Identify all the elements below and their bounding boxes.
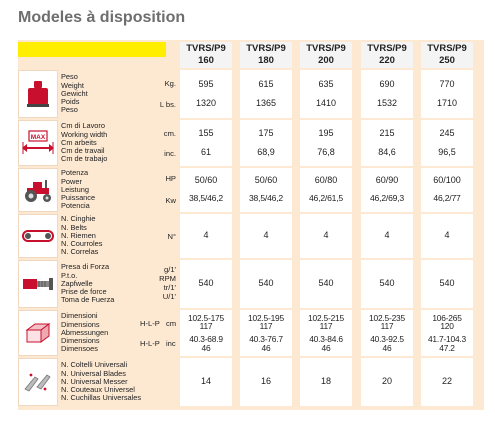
label-line: Abmessungen (61, 327, 109, 337)
model-header-250 (421, 42, 473, 68)
value-cell: 22 (421, 358, 473, 406)
model-header-180 (240, 42, 292, 68)
model-name: TVRS/P9 250 (427, 43, 467, 66)
value-cell: 16 (240, 358, 292, 406)
label-line: N. Courroles (61, 239, 103, 249)
unit-label: RPM (159, 274, 176, 283)
row-weight (18, 70, 484, 118)
max-width-icon (18, 120, 58, 166)
label-line: Toma de Fuerza (61, 295, 115, 305)
value-cell: 635 1410 (300, 70, 352, 118)
label-line: P.t.o. (61, 270, 78, 280)
unit-label: Kg. (164, 79, 176, 88)
value-cell: 245 96,5 (421, 120, 473, 166)
label-line: N. Belts (61, 222, 87, 232)
label-line: Power (61, 176, 82, 186)
value-cell: 540 (421, 260, 473, 308)
label-line: Prise de force (61, 287, 107, 297)
value-cell: 615 1365 (240, 70, 292, 118)
value-cell: 155 61 (180, 120, 232, 166)
value-cell: 102.5-215 117 40.3-84.6 46 (300, 310, 352, 356)
label-line: N. Coltelli Universali (61, 360, 128, 370)
value-cell: 4 (361, 214, 413, 258)
model-header-220 (361, 42, 413, 68)
row-blades (18, 358, 484, 406)
blades-icon (18, 358, 58, 406)
value-cell: 102.5-175 117 40.3-68.9 46 (180, 310, 232, 356)
label-line: N. Cinghie (61, 214, 96, 224)
value-cell: 540 (300, 260, 352, 308)
label-line: N. Cuchillas Universales (61, 393, 142, 403)
row-power (18, 168, 484, 212)
label-line: Cm de travail (61, 146, 105, 156)
value-cell: 690 1532 (361, 70, 413, 118)
unit-label: cm (166, 319, 177, 328)
value-cell: 50/60 38,5/46,2 (240, 168, 292, 212)
value-cell: 540 (361, 260, 413, 308)
unit-label: tr/1' (163, 283, 176, 292)
unit-label: L bs. (159, 100, 176, 109)
unit-label: N° (167, 232, 176, 241)
label-line: Cm arbeits (61, 137, 97, 147)
value-cell: 540 (180, 260, 232, 308)
row-pto (18, 260, 484, 308)
label-line: Dimensions (61, 336, 100, 346)
label-line: Peso (61, 72, 78, 82)
model-name: TVRS/P9 220 (367, 43, 407, 66)
model-header-200 (300, 42, 352, 68)
value-cell: 102.5-235 117 40.3-92.5 46 (361, 310, 413, 356)
value-cell: 595 1320 (180, 70, 232, 118)
value-cell: 60/90 46,2/69,3 (361, 168, 413, 212)
label-line: Poids (61, 97, 80, 107)
label-line: Working width (61, 129, 108, 139)
label-line: N. Universal Messer (61, 376, 128, 386)
model-name: TVRS/P9 180 (246, 43, 286, 66)
unit-label: H-L-P (140, 319, 160, 328)
value-cell: 14 (180, 358, 232, 406)
model-name: TVRS/P9 160 (186, 43, 226, 66)
value-cell: 540 (240, 260, 292, 308)
value-cell: 106-265 120 41.7-104.3 47.2 (421, 310, 473, 356)
value-cell: 770 1710 (421, 70, 473, 118)
weight-icon (18, 70, 58, 118)
label-line: Cm di Lavoro (61, 121, 105, 131)
header-accent-bar (18, 42, 166, 57)
value-cell: 215 84,6 (361, 120, 413, 166)
label-line: N. Correlas (61, 247, 99, 257)
spec-table (18, 40, 484, 410)
label-line: Dimensioni (61, 311, 98, 321)
label-line: N. Couteaux Universel (61, 385, 135, 395)
label-line: N. Universal Blades (61, 368, 126, 378)
unit-label: inc (166, 339, 176, 348)
unit-label: cm. (163, 129, 176, 138)
page-title: Modeles à disposition (18, 9, 186, 26)
label-line: Dimensoes (61, 344, 98, 354)
label-line: Zapfwelle (61, 278, 93, 288)
model-header-160 (180, 42, 232, 68)
label-line: Leistung (61, 184, 89, 194)
max-text: MAX (30, 134, 46, 141)
value-cell: 60/80 46,2/61,5 (300, 168, 352, 212)
label-line: Gewicht (61, 88, 88, 98)
unit-label: Kw (165, 196, 176, 205)
value-cell: 20 (361, 358, 413, 406)
label-line: Potenza (61, 168, 89, 178)
value-cell: 4 (300, 214, 352, 258)
value-cell: 195 76,8 (300, 120, 352, 166)
row-dimensions (18, 310, 484, 356)
label-line: Weight (61, 80, 84, 90)
value-cell: 50/60 38,5/46,2 (180, 168, 232, 212)
label-line: Cm de trabajo (61, 154, 108, 164)
value-cell: 4 (421, 214, 473, 258)
label-line: Puissance (61, 193, 96, 203)
row-working-width (18, 120, 484, 166)
unit-label: inc. (164, 149, 176, 158)
unit-label: U/1' (162, 292, 176, 301)
unit-label: HP (165, 174, 176, 183)
pto-shaft-icon (18, 260, 58, 308)
label-line: Peso (61, 105, 78, 115)
value-cell: 175 68,9 (240, 120, 292, 166)
value-cell: 18 (300, 358, 352, 406)
row-belts (18, 214, 484, 258)
unit-label: g/1' (163, 265, 176, 274)
unit-label: H-L-P (140, 339, 160, 348)
label-line: Potencia (61, 201, 90, 211)
model-name: TVRS/P9 200 (306, 43, 346, 66)
label-line: Dimensions (61, 319, 100, 329)
value-cell: 102.5-195 117 40.3-76.7 46 (240, 310, 292, 356)
value-cell: 4 (240, 214, 292, 258)
label-line: Presa di Forza (61, 262, 110, 272)
value-cell: 60/100 46,2/77 (421, 168, 473, 212)
dimensions-box-icon (18, 310, 58, 356)
tractor-icon (18, 168, 58, 212)
belt-icon (18, 214, 58, 258)
value-cell: 4 (180, 214, 232, 258)
label-line: N. Riemen (61, 230, 96, 240)
